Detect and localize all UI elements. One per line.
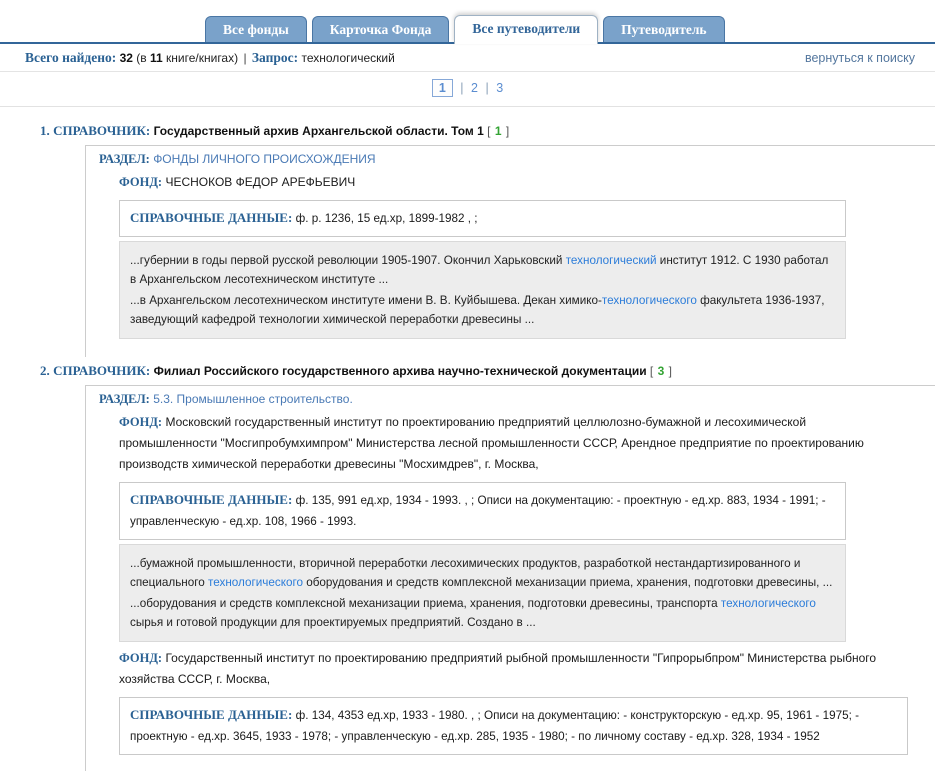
pagination-page-2-link[interactable]: 2 [471,81,478,95]
pagination-separator: | [460,81,464,95]
results-summary-row [0,44,935,72]
query-label: Запрос: [251,50,299,65]
tab-fond-card[interactable]: Карточка Фонда [312,16,450,42]
tab-guide[interactable]: Путеводитель [603,16,724,42]
reference-data-label: СПРАВОЧНЫЕ ДАННЫЕ: [130,707,293,722]
highlighted-term: технологического [208,576,303,589]
snippet [130,251,835,289]
fond-label: ФОНД: [119,651,163,665]
highlighted-term: технологического [720,597,816,610]
section-link[interactable]: ФОНДЫ ЛИЧНОГО ПРОИСХОЖДЕНИЯ [153,152,376,166]
pagination [0,72,935,107]
tab-all-guides[interactable]: Все путеводители [454,15,598,44]
snippet [130,554,835,592]
section-label: РАЗДЕЛ: [99,392,150,406]
fond-block [119,412,935,642]
reference-data-text: ф. 134, 4353 ед.хр, 1933 - 1980. , ; Описи на документацию: - конструкторскую - ед.хр. 95, 1961 - 1975; - проектную - ед.хр. 3645, 1933 - 1978; - управленческую - ед.хр. 285, 1935 - 1980; - по личному составу - ед.хр. 328, 1934 - 1952 [130,709,859,743]
guide-title: Государственный архив Архангельской области. Том 1 [153,124,484,138]
tab-all-fonds[interactable]: Все фонды [205,16,307,42]
section-label: РАЗДЕЛ: [99,152,150,166]
pagination-page-3-link[interactable]: 3 [496,81,504,95]
reference-data-box [119,697,908,755]
snippet-text: ...губернии в годы первой русской революции 1905-1907. Окончил Харьковский [130,254,566,267]
section-heading [99,152,935,167]
snippet-text: оборудования и средств комплексной механизации приема, хранения, подготовки древесины, ... [302,576,833,589]
reference-data-label: СПРАВОЧНЫЕ ДАННЫЕ: [130,492,293,507]
summary-separator: | [243,51,247,65]
search-snippet-box [119,241,846,339]
results-summary [25,50,395,66]
tab-bar [0,0,935,44]
snippet [130,594,835,632]
fond-block [119,172,935,339]
pagination-separator: | [485,81,489,95]
guide-title: Филиал Российского государственного архива научно-технической документации [153,364,647,378]
fond-line [119,172,906,193]
reference-data-text: ф. р. 1236, 15 ед.хр, 1899-1982 , ; [295,212,478,225]
result-number: 2. [40,363,50,378]
results-list [0,107,935,771]
found-count: 32 [119,51,133,65]
fond-line [119,648,906,690]
snippet-text: ...оборудования и средств комплексной механизации приема, хранения, подготовки древесины, транспорта [130,597,721,610]
section-heading [99,392,935,407]
fond-label: ФОНД: [119,415,163,429]
reference-data-text: ф. 135, 991 ед.хр, 1934 - 1993. , ; Описи на документацию: - проектную - ед.хр. 883, 1934 - 1991; - управленческую - ед.хр. 108, 1966 - 1993. [130,494,826,528]
match-count-link[interactable]: 3 [657,364,665,378]
found-in-label: (в [136,51,147,65]
reference-data-box [119,482,846,540]
bracket-open: [ [649,364,654,378]
fond-line [119,412,906,475]
reference-data-label: СПРАВОЧНЫЕ ДАННЫЕ: [130,210,293,225]
highlighted-term: технологический [565,254,657,267]
fond-name: Государственный институт по проектированию предприятий рыбной промышленности "Гипрорыбпром" Министерства рыбного хозяйства СССР, г. Москва, [119,651,877,686]
result-type-label: СПРАВОЧНИК: [53,123,151,138]
fond-name: Московский государственный институт по проектированию предприятий целлюлозно-бумажной и лесохимической промышленности "Мосгипробумхимпром" Министерства лесной промышленности СССР, Арендное предприятие по проектированию производств химической переработки древесины "Мосхимдрев", г. Москва, [119,415,864,471]
section-box [85,145,935,357]
back-to-search-link[interactable]: вернуться к поиску [804,51,915,65]
snippet-text: институт 1912. С 1930 работал в Архангельском лесотехническом институте ... [130,254,829,286]
result-type-label: СПРАВОЧНИК: [53,363,151,378]
bracket-close: ] [668,364,672,378]
fond-block [119,648,935,755]
result-heading [40,363,935,379]
books-suffix: книге/книгах) [166,51,239,65]
snippet-text: факультета 1936-1937, заведующий кафедрой технологии химической переработки древесины ... [130,294,825,326]
bracket-open: [ [487,124,491,138]
search-snippet-box [119,544,846,642]
result-item-2 [40,363,935,771]
result-number: 1. [40,123,50,138]
bracket-close: ] [505,124,510,138]
result-heading [40,123,935,139]
reference-data-box [119,200,846,237]
match-count-link[interactable]: 1 [494,124,502,138]
fond-label: ФОНД: [119,175,163,189]
highlighted-term: технологического [601,294,697,307]
snippet [130,291,835,329]
snippet-text: ...бумажной промышленности, вторичной переработки лесохимических продуктов, разработкой нестандартизированного и специального [130,557,801,589]
fond-name: ЧЕСНОКОВ ФЕДОР АРЕФЬЕВИЧ [165,175,356,189]
query-value: технологический [301,51,395,65]
result-item-1 [40,123,935,357]
snippet-text: ...в Архангельском лесотехническом институте имени В. В. Куйбышева. Декан химико- [130,294,602,307]
section-box [85,385,935,771]
snippet-text: сырья и готовой продукции для проектируемых предприятий. Создано в ... [130,616,536,629]
section-link[interactable]: 5.3. Промышленное строительство. [153,392,353,406]
found-label: Всего найдено: [25,50,117,65]
books-count: 11 [150,51,163,65]
pagination-current-page: 1 [432,79,453,97]
